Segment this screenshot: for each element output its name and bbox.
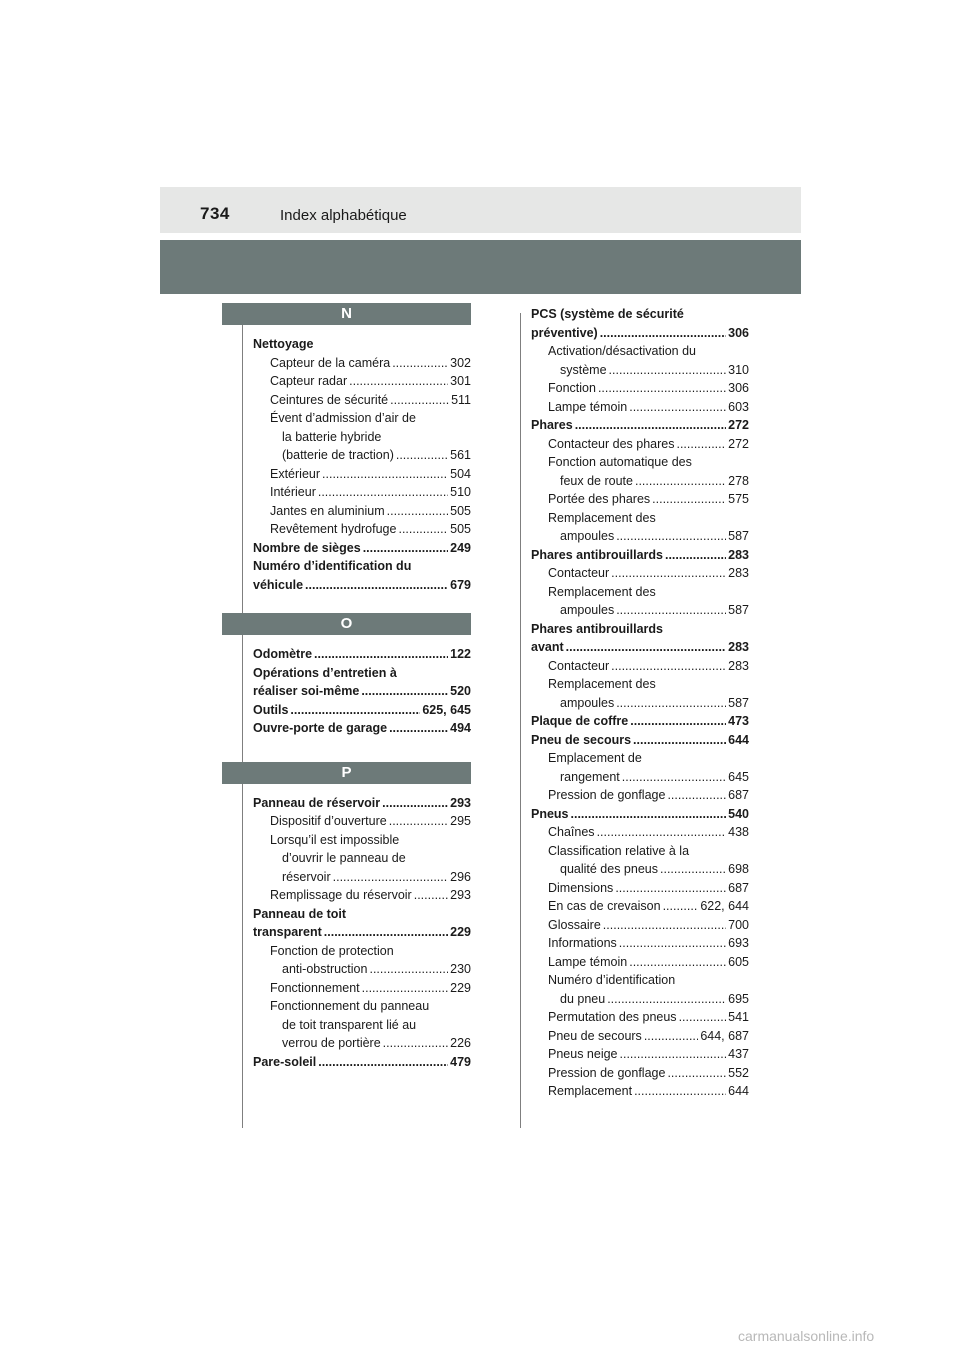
index-entry-page: 504 [450,466,471,481]
letter-heading: P [222,762,471,784]
watermark-text: carmanualsonline.info [738,1328,875,1344]
index-entry-page: 278 [728,473,749,488]
index-entry-page: 310 [728,362,749,377]
dot-leader [615,879,726,898]
index-entry-label: réservoir [282,869,331,884]
index-entry [253,794,471,813]
index-entry-label: Fonction [548,381,596,395]
index-entry [253,645,471,664]
page-number: 734 [200,204,230,223]
index-entry-label: En cas de crevaison [548,899,661,913]
index-entry-page: 283 [728,547,749,562]
dot-leader [361,682,448,701]
index-entry-label: Remplissage du réservoir [270,888,412,902]
dot-leader [290,701,420,720]
index-entry-label: Glossaire [548,917,601,932]
index-entry-label: Contacteur [548,658,610,673]
index-entry-line: Panneau de toit [253,906,347,921]
dot-leader [609,361,727,380]
index-entry [253,1034,471,1053]
dot-leader [369,960,448,979]
dot-leader [392,354,448,373]
index-entry-label: Intérieur [270,485,316,499]
index-entry-label: (batterie de traction) [282,448,394,462]
index-entry-label: Ceintures de sécurité [270,392,389,407]
index-entry-page: 249 [450,540,471,555]
index-entry [531,1008,749,1027]
index-entry [531,361,749,380]
index-entry-page: 698 [728,862,749,876]
index-entry [253,446,471,465]
index-entry-label: du pneu [560,991,606,1006]
index-entry-label: Extérieur [270,466,321,481]
index-entry [531,694,749,713]
index-entry-label: Fonctionnement [270,980,360,995]
index-entry-label: Contacteur des phares [548,436,675,451]
dot-leader [318,483,448,502]
index-entry-label: transparent [253,925,322,939]
index-entry-page: 296 [450,869,471,884]
index-entry-page: 494 [450,721,471,735]
index-entry [253,979,471,998]
index-entry-page: 644 [728,1084,749,1098]
index-entry-page: 295 [450,814,471,828]
index-entry [253,483,471,502]
index-entry-page: 293 [450,795,471,810]
index-entry-page: 552 [728,1065,749,1080]
index-entry-page: 283 [728,658,749,673]
index-entry-line: PCS (système de sécurité [531,307,684,321]
index-entry-page: 306 [728,325,749,340]
dot-leader [660,860,726,879]
index-entry-label: Ouvre-porte de garage [253,721,388,735]
index-entry [253,465,471,484]
dot-leader [667,1064,726,1083]
dot-leader [634,1082,726,1101]
index-entry-label: Pression de gonflage [548,788,666,802]
index-entry [531,398,749,417]
index-entry-line: Remplacement des [548,677,656,691]
index-entry-label: Contacteur [548,566,610,580]
index-entry-label: Pneu de secours [531,732,632,747]
index-entry [253,520,471,539]
index-entry-label: système [560,362,607,377]
index-entry [531,601,749,620]
index-entry-label: Chaînes [548,825,595,839]
dot-leader [383,1034,448,1053]
index-entry-label: ampoules [560,603,615,617]
index-entry [253,719,471,738]
dot-leader [314,645,448,664]
index-entry-line: Évent d’admission d’air de [270,411,416,425]
index-entry [531,379,749,398]
index-entry-line: Remplacement des [548,510,656,525]
dot-leader [611,657,726,676]
header-band [160,187,801,233]
index-entry-label: Pneu de secours [548,1028,642,1043]
index-entry-page: 587 [728,695,749,710]
index-entry-page: 283 [728,640,749,654]
index-entry-label: Plaque de coffre [531,714,629,728]
index-entry-line: la batterie hybride [282,429,382,444]
index-entry-label: Outils [253,702,289,717]
index-entry [253,812,471,831]
index-entry-label: ampoules [560,695,615,710]
index-entry [531,1064,749,1083]
dot-leader [629,398,726,417]
index-entry-label: Portée des phares [548,492,651,506]
index-entry [253,576,471,595]
index-entry [531,823,749,842]
index-entry-line: de toit transparent lié au [282,1017,417,1032]
dot-leader [324,923,448,942]
index-entry-page: 226 [450,1036,471,1050]
index-entry-label: feux de route [560,473,633,488]
index-entry [253,391,471,410]
dot-leader [389,719,448,738]
index-entry [253,868,471,887]
index-entry-page: 645 [728,769,749,784]
index-entry-page: 687 [728,880,749,895]
index-entry [253,701,471,720]
dot-leader [396,446,448,465]
dot-leader [363,539,448,558]
index-entry [253,886,471,905]
index-entry-label: Lampe témoin [548,954,628,969]
dot-leader [644,1027,699,1046]
index-entry-label: Revêtement hydrofuge [270,522,397,536]
index-entry-line: Opérations d’entretien à [253,665,397,680]
index-entry-page: 561 [450,448,471,462]
index-entry-page: 272 [728,436,749,451]
index-entry-page: 587 [728,603,749,617]
dot-leader [603,916,726,935]
index-entry-page: 605 [728,954,749,969]
dot-leader [382,794,448,813]
index-entry-page: 540 [728,806,749,821]
index-entry-page: 293 [450,888,471,902]
index-entry-label: Permutation des pneus [548,1010,677,1024]
index-entry [531,916,749,935]
dot-leader [318,1053,448,1072]
column-divider-left [242,313,243,1128]
index-entry [531,786,749,805]
dot-leader [389,812,448,831]
index-entry [531,860,749,879]
index-entry-label: qualité des pneus [560,862,658,876]
index-entry-line: Lorsqu’il est impossible [270,832,400,847]
index-entry [531,897,749,916]
index-entry [253,354,471,373]
index-entry-page: 587 [728,529,749,543]
index-entry [531,1045,749,1064]
index-entry-page: 541 [728,1010,749,1024]
index-entry-label: Nombre de sièges [253,540,361,555]
dot-leader [349,372,448,391]
index-entry-label: Pare-soleil [253,1054,317,1069]
index-entry-label: Remplacement [548,1084,633,1098]
dot-leader [616,527,726,546]
dot-leader [575,416,726,435]
index-entry [531,416,749,435]
index-entry-page: 229 [450,980,471,995]
index-entry [531,657,749,676]
index-entry-line: Phares antibrouillards [531,621,663,636]
dot-leader [398,520,448,539]
index-entry [253,1053,471,1072]
index-entry-line: Nettoyage [253,337,314,351]
index-entry-page: 603 [728,399,749,414]
index-entry-label: Pression de gonflage [548,1065,666,1080]
index-entry-label: Panneau de réservoir [253,795,381,810]
dot-leader [600,324,726,343]
header-dark-band [160,240,801,294]
index-entry [531,564,749,583]
index-entry-line: Remplacement des [548,584,656,599]
index-entry [531,472,749,491]
index-entry-label: Capteur de la caméra [270,355,391,370]
dot-leader [322,465,448,484]
index-entry-page: 575 [728,492,749,506]
index-entry-page: 644, 687 [700,1028,749,1043]
index-entry [531,638,749,657]
index-entry-page: 230 [450,962,471,976]
index-entry-line: d’ouvrir le panneau de [282,851,406,865]
index-entry-page: 479 [450,1054,471,1069]
index-entry-page: 505 [450,503,471,518]
index-entry-label: Jantes en aluminium [270,503,385,518]
dot-leader [598,379,726,398]
dot-leader [414,886,448,905]
dot-leader [597,823,727,842]
index-entry-page: 473 [728,714,749,728]
index-entry-line: Emplacement de [548,751,642,765]
column-divider-right [520,313,521,1128]
index-entry-page: 687 [728,788,749,802]
index-entry-line: Numéro d’identification [548,973,676,987]
dot-leader [663,897,699,916]
dot-leader [611,564,726,583]
dot-leader [305,576,448,595]
index-entry-label: Odomètre [253,647,313,661]
index-entry [253,682,471,701]
index-entry-page: 302 [450,355,471,370]
dot-leader [652,490,726,509]
dot-leader [616,601,726,620]
index-entry-page: 505 [450,522,471,536]
index-entry [253,960,471,979]
index-entry-page: 695 [728,991,749,1006]
index-entry-label: Pneus [531,806,569,821]
dot-leader [390,391,449,410]
index-entry-page: 437 [728,1047,749,1061]
dot-leader [362,979,449,998]
index-entry-page: 301 [450,374,471,388]
index-entry [531,1082,749,1101]
index-entry-label: Phares [531,418,573,432]
index-entry-page: 622, 644 [700,899,749,913]
index-entry [531,879,749,898]
index-entry [531,527,749,546]
dot-leader [387,502,448,521]
dot-leader [667,786,726,805]
index-entry [531,934,749,953]
index-entry [531,1027,749,1046]
index-entry [531,768,749,787]
index-entry-label: préventive) [531,325,598,340]
dot-leader [619,934,726,953]
index-entry-label: anti-obstruction [282,962,368,976]
index-entry [531,731,749,750]
index-entry-label: Capteur radar [270,374,348,388]
index-entry [531,990,749,1009]
section-title: Index alphabétique [280,207,407,224]
dot-leader [620,1045,727,1064]
index-entry-label: véhicule [253,577,304,592]
index-entry-page: 679 [450,577,471,592]
index-entry [531,712,749,731]
index-entry-label: Dispositif d’ouverture [270,814,387,828]
index-entry-label: verrou de portière [282,1036,381,1050]
index-entry-page: 520 [450,684,471,698]
dot-leader [566,638,726,657]
index-entry-page: 272 [728,418,749,432]
index-entry-page: 625, 645 [422,702,471,717]
index-entry [253,502,471,521]
index-entry [531,435,749,454]
index-entry [531,490,749,509]
index-entry [531,953,749,972]
index-entry [253,923,471,942]
index-entry-label: Dimensions [548,880,614,895]
index-entry-line: Fonction automatique des [548,455,692,469]
dot-leader [571,805,727,824]
dot-leader [333,868,449,887]
index-entry-line: Fonction de protection [270,943,394,958]
index-entry-line: Classification relative à la [548,843,690,858]
dot-leader [630,712,726,731]
index-entry [253,539,471,558]
index-entry-page: 306 [728,381,749,395]
index-entry-page: 438 [728,825,749,839]
index-entry-label: ampoules [560,529,615,543]
letter-heading: N [222,303,471,325]
index-entry [531,324,749,343]
index-entry-label: Phares antibrouillards [531,547,663,562]
index-entry-page: 122 [450,647,471,661]
dot-leader [679,1008,727,1027]
index-entry [531,805,749,824]
index-entry-line: Fonctionnement du panneau [270,999,430,1013]
index-entry-line: Numéro d’identification du [253,559,412,573]
dot-leader [676,435,726,454]
dot-leader [665,546,726,565]
index-entry-page: 283 [728,566,749,580]
index-entry-page: 693 [728,936,749,950]
dot-leader [635,472,726,491]
dot-leader [633,731,726,750]
index-entry [253,372,471,391]
dot-leader [616,694,726,713]
index-entry [531,546,749,565]
dot-leader [629,953,726,972]
index-column-1 [253,303,471,1071]
index-entry-page: 700 [728,917,749,932]
dot-leader [622,768,726,787]
index-entry-label: avant [531,640,564,654]
index-entry-page: 644 [728,732,749,747]
index-entry-label: réaliser soi-même [253,684,360,698]
index-entry-page: 229 [450,925,471,939]
index-entry-label: Lampe témoin [548,399,628,414]
index-entry-label: rangement [560,769,620,784]
dot-leader [607,990,726,1009]
index-entry-page: 511 [451,392,471,407]
index-entry-label: Pneus neige [548,1047,618,1061]
index-entry-line: Activation/désactivation du [548,344,697,358]
index-entry-label: Informations [548,936,617,950]
index-column-2 [531,305,749,1101]
letter-heading: O [222,613,471,635]
index-entry-page: 510 [450,485,471,499]
